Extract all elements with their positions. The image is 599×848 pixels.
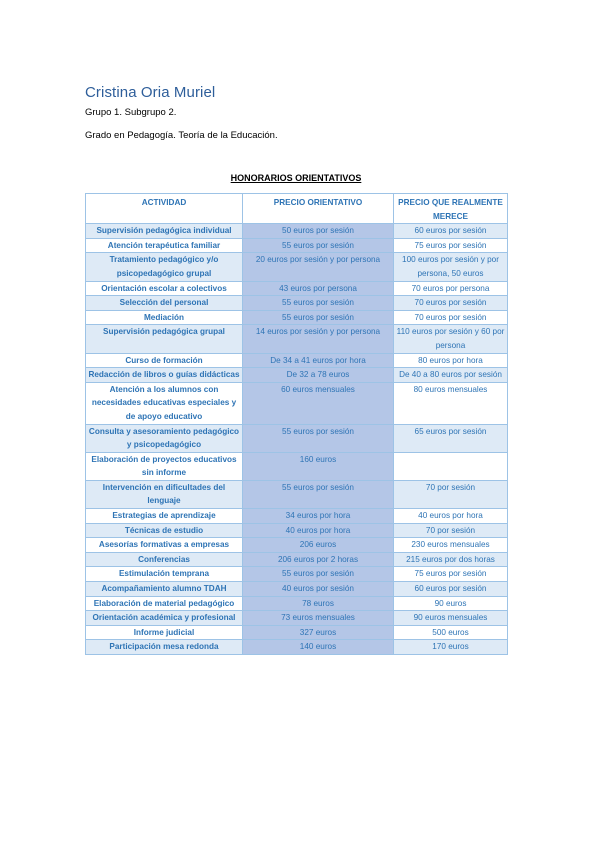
cell-precio-orientativo: 206 euros por 2 horas: [243, 552, 394, 567]
cell-actividad: Mediación: [86, 310, 243, 325]
cell-precio-merece: 70 por sesión: [394, 480, 508, 508]
cell-precio-orientativo: 50 euros por sesión: [243, 224, 394, 239]
cell-precio-merece: 75 euros por sesión: [394, 567, 508, 582]
degree-line: Grado en Pedagogía. Teoría de la Educación.: [85, 130, 278, 141]
cell-actividad: Supervisión pedagógica individual: [86, 224, 243, 239]
cell-precio-merece: 170 euros: [394, 640, 508, 655]
cell-actividad: Estimulación temprana: [86, 567, 243, 582]
cell-precio-merece: 75 euros por sesión: [394, 238, 508, 253]
cell-actividad: Estrategias de aprendizaje: [86, 509, 243, 524]
cell-precio-orientativo: 73 euros mensuales: [243, 611, 394, 626]
column-header-actividad: ACTIVIDAD: [86, 194, 243, 224]
table-row: [86, 281, 508, 296]
table-row: [86, 296, 508, 311]
cell-actividad: Asesorías formativas a empresas: [86, 538, 243, 553]
cell-precio-merece: 80 euros mensuales: [394, 382, 508, 424]
cell-precio-orientativo: 40 euros por hora: [243, 523, 394, 538]
cell-precio-merece: 70 euros por sesión: [394, 296, 508, 311]
cell-precio-merece: 70 euros por sesión: [394, 310, 508, 325]
cell-precio-orientativo: 327 euros: [243, 625, 394, 640]
cell-precio-merece: 110 euros por sesión y 60 por persona: [394, 325, 508, 353]
cell-actividad: Acompañamiento alumno TDAH: [86, 582, 243, 597]
table-row: [86, 523, 508, 538]
cell-actividad: Curso de formación: [86, 353, 243, 368]
cell-precio-orientativo: De 32 a 78 euros: [243, 368, 394, 383]
cell-precio-orientativo: 55 euros por sesión: [243, 480, 394, 508]
cell-precio-merece: 70 euros por persona: [394, 281, 508, 296]
cell-actividad: Técnicas de estudio: [86, 523, 243, 538]
author-name: Cristina Oria Muriel: [85, 84, 216, 101]
table-row: [86, 611, 508, 626]
cell-actividad: Participación mesa redonda: [86, 640, 243, 655]
cell-precio-orientativo: 55 euros por sesión: [243, 238, 394, 253]
cell-actividad: Conferencias: [86, 552, 243, 567]
table-row: [86, 640, 508, 655]
cell-precio-merece: 230 euros mensuales: [394, 538, 508, 553]
group-line: Grupo 1. Subgrupo 2.: [85, 107, 177, 118]
table-row: [86, 253, 508, 281]
cell-actividad: Consulta y asesoramiento pedagógico y psicopedagógico: [86, 424, 243, 452]
cell-precio-orientativo: 55 euros por sesión: [243, 424, 394, 452]
cell-actividad: Atención a los alumnos con necesidades educativas especiales y de apoyo educativo: [86, 382, 243, 424]
cell-precio-merece: 215 euros por dos horas: [394, 552, 508, 567]
cell-precio-orientativo: 55 euros por sesión: [243, 296, 394, 311]
cell-precio-orientativo: 60 euros mensuales: [243, 382, 394, 424]
cell-precio-merece: 90 euros: [394, 596, 508, 611]
cell-actividad: Orientación escolar a colectivos: [86, 281, 243, 296]
table-row: [86, 353, 508, 368]
table-row: [86, 582, 508, 597]
cell-actividad: Informe judicial: [86, 625, 243, 640]
cell-precio-orientativo: 14 euros por sesión y por persona: [243, 325, 394, 353]
cell-precio-orientativo: 55 euros por sesión: [243, 567, 394, 582]
column-header-precio-merece: PRECIO QUE REALMENTE MERECE: [394, 194, 508, 224]
cell-precio-merece: 60 euros por sesión: [394, 224, 508, 239]
cell-precio-merece: 80 euros por hora: [394, 353, 508, 368]
cell-precio-orientativo: 55 euros por sesión: [243, 310, 394, 325]
cell-actividad: Selección del personal: [86, 296, 243, 311]
table-header-row: [86, 194, 508, 224]
fees-table: [85, 193, 508, 655]
table-row: [86, 452, 508, 480]
cell-precio-merece: 100 euros por sesión y por persona, 50 euros: [394, 253, 508, 281]
cell-actividad: Elaboración de proyectos educativos sin informe: [86, 452, 243, 480]
cell-precio-orientativo: 140 euros: [243, 640, 394, 655]
cell-actividad: Tratamiento pedagógico y/o psicopedagógico grupal: [86, 253, 243, 281]
cell-precio-orientativo: 34 euros por hora: [243, 509, 394, 524]
table-row: [86, 382, 508, 424]
table-row: [86, 625, 508, 640]
table-row: [86, 310, 508, 325]
cell-precio-orientativo: 206 euros: [243, 538, 394, 553]
cell-precio-orientativo: De 34 a 41 euros por hora: [243, 353, 394, 368]
cell-precio-merece: 90 euros mensuales: [394, 611, 508, 626]
cell-precio-orientativo: 78 euros: [243, 596, 394, 611]
table-row: [86, 424, 508, 452]
cell-precio-orientativo: 40 euros por sesión: [243, 582, 394, 597]
cell-precio-merece: 70 por sesión: [394, 523, 508, 538]
table-row: [86, 538, 508, 553]
cell-actividad: Atención terapéutica familiar: [86, 238, 243, 253]
table-row: [86, 368, 508, 383]
table-row: [86, 480, 508, 508]
cell-precio-orientativo: 43 euros por persona: [243, 281, 394, 296]
table-row: [86, 509, 508, 524]
table-row: [86, 567, 508, 582]
cell-actividad: Intervención en dificultades del lenguaje: [86, 480, 243, 508]
cell-actividad: Redacción de libros o guías didácticas: [86, 368, 243, 383]
cell-precio-merece: 65 euros por sesión: [394, 424, 508, 452]
table-row: [86, 224, 508, 239]
table-title: HONORARIOS ORIENTATIVOS: [230, 173, 362, 183]
cell-precio-merece: 60 euros por sesión: [394, 582, 508, 597]
cell-actividad: Orientación académica y profesional: [86, 611, 243, 626]
cell-precio-merece: 500 euros: [394, 625, 508, 640]
cell-precio-merece: 40 euros por hora: [394, 509, 508, 524]
cell-precio-orientativo: 160 euros: [243, 452, 394, 480]
table-row: [86, 325, 508, 353]
table-row: [86, 238, 508, 253]
column-header-precio-orientativo: PRECIO ORIENTATIVO: [243, 194, 394, 224]
cell-actividad: Elaboración de material pedagógico: [86, 596, 243, 611]
cell-precio-merece: [394, 452, 508, 480]
cell-actividad: Supervisión pedagógica grupal: [86, 325, 243, 353]
cell-precio-merece: De 40 a 80 euros por sesión: [394, 368, 508, 383]
table-row: [86, 596, 508, 611]
cell-precio-orientativo: 20 euros por sesión y por persona: [243, 253, 394, 281]
table-row: [86, 552, 508, 567]
